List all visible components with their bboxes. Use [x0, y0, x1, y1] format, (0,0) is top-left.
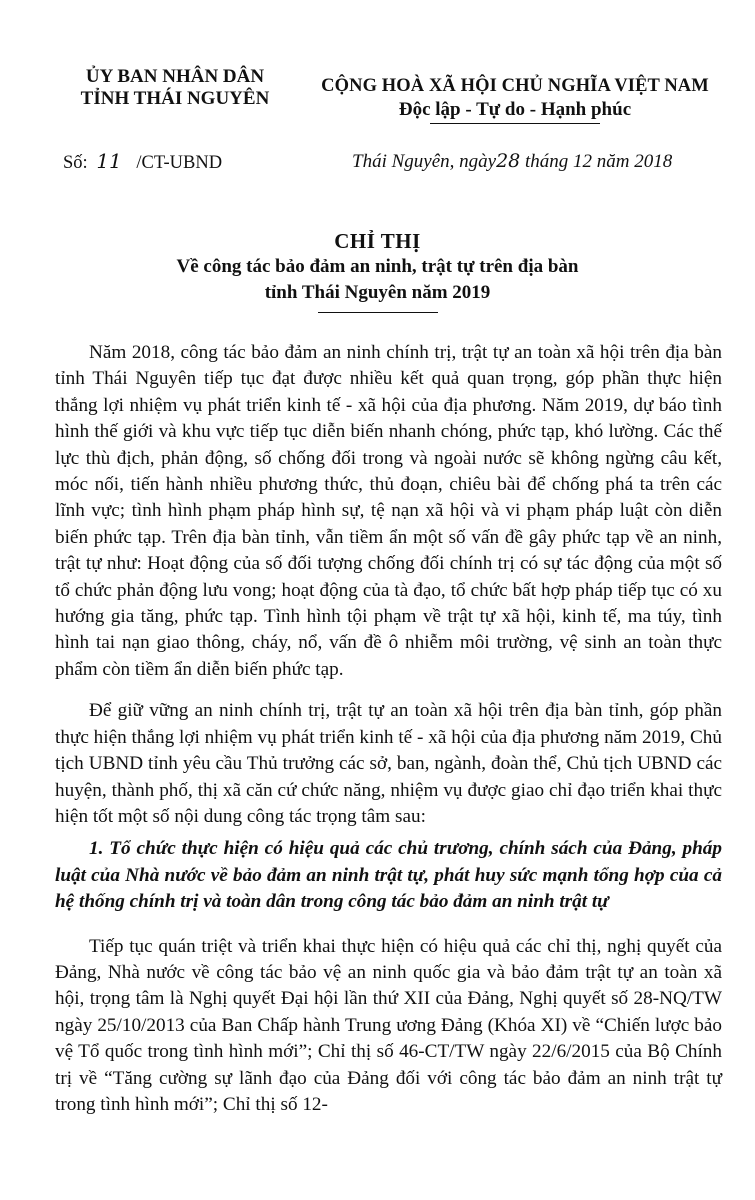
- body-paragraph-3: Tiếp tục quán triệt và triển khai thực hiện có hiệu quả các chỉ thị, nghị quyết của Đảng, Nhà nước về công tác bảo vệ an ninh quốc gia và bảo đảm trật tự an toàn xã hội, trọng tâm là Nghị quyết Đại hội lần thứ XII của Đảng, Nghị quyết số 28-NQ/TW ngày 25/10/2013 của Ban Chấp hành Trung ương Đảng (Khóa XI) về “Chiến lược bảo vệ Tổ quốc trong tình hình mới”; Chỉ thị số 46-CT/TW ngày 22/6/2015 của Bộ Chính trị về “Tăng cường sự lãnh đạo của Đảng đối với công tác bảo đảm an ninh trật tự trong tình hình mới”; Chỉ thị số 12-: [55, 935, 722, 1115]
- section-heading-1: 1. Tổ chức thực hiện có hiệu quả các chủ trương, chính sách của Đảng, pháp luật của Nhà nước về bảo đảm an ninh trật tự, phát huy sức mạnh tổng hợp của cả hệ thống chính trị và toàn dân trong công tác bảo đảm an ninh trật tự: [55, 838, 722, 913]
- document-number: [63, 149, 222, 174]
- date-prefix: Thái Nguyên, ngày: [352, 151, 497, 172]
- date-day-handwritten: 28: [496, 150, 521, 172]
- authority-line-1: ỦY BAN NHÂN DÂN: [85, 66, 265, 87]
- title-underline: [318, 312, 438, 313]
- document-title: [0, 228, 755, 313]
- national-motto: Độc lập - Tự do - Hạnh phúc: [398, 99, 632, 120]
- title-subject-line-2: tỉnh Thái Nguyên năm 2019: [264, 282, 491, 303]
- date-line: [352, 150, 672, 173]
- national-heading: [305, 74, 725, 124]
- body-paragraph-1: Năm 2018, công tác bảo đảm an ninh chính trị, trật tự an toàn xã hội trên địa bàn tỉnh Thái Nguyên tiếp tục đạt được nhiều kết quả quan trọng, góp phần thực hiện thắng lợi nhiệm vụ phát triển kinh tế - xã hội của địa phương. Năm 2019, dự báo tình hình thế giới và khu vực tiếp tục diễn biến nhanh chóng, phức tạp, khó lường. Các thế lực thù địch, phản động, số chống đối trong và ngoài nước sẽ không ngừng câu kết, móc nối, tiến hành nhiều phương thức, thủ đoạn, chiêu bài để chống phá ta trên các lĩnh vực; tình hình phạm pháp hình sự, tệ nạn xã hội và vi phạm pháp luật còn diễn biến phức tạp. Trên địa bàn tỉnh, vẫn tiềm ẩn một số vấn đề gây phức tạp về an ninh, trật tự như: Hoạt động của số đối tượng chống đối chính trị có sự tác động của một số tổ chức phản động lưu vong; hoạt động của tà đạo, tổ chức bất hợp pháp tiếp tục có xu hướng gia tăng, phức tạp. Tình hình tội phạm về trật tự xã hội, kinh tế, ma túy, tình hình tai nạn giao thông, cháy, nổ, vấn đề ô nhiễm môi trường, vệ sinh an toàn thực phẩm còn tiềm ẩn diễn biến phức tạp.: [55, 342, 722, 680]
- title-subject-line-1: Về công tác bảo đảm an ninh, trật tự trên địa bàn: [176, 256, 579, 277]
- doc-number-suffix: /CT-UBND: [136, 153, 223, 173]
- national-title: CỘNG HOÀ XÃ HỘI CHỦ NGHĨA VIỆT NAM: [321, 76, 709, 96]
- body-paragraph-2: Để giữ vững an ninh chính trị, trật tự an toàn xã hội trên địa bàn tỉnh, góp phần thực hiện thắng lợi nhiệm vụ phát triển kinh tế - xã hội của địa phương năm 2019, Chủ tịch UBND tỉnh yêu cầu Thủ trưởng các sở, ban, ngành, đoàn thể, Chủ tịch UBND các huyện, thành phố, thị xã căn cứ chức năng, nhiệm vụ được giao chỉ đạo triển khai thực hiện tốt một số nội dung công tác trọng tâm sau:: [55, 700, 722, 827]
- issuing-authority: [80, 66, 270, 110]
- motto-underline: [430, 123, 600, 124]
- title-type: CHỈ THỊ: [334, 229, 421, 253]
- date-suffix: tháng 12 năm 2018: [525, 151, 673, 172]
- doc-number-handwritten: 11: [96, 149, 122, 173]
- authority-line-2: TỈNH THÁI NGUYÊN: [80, 88, 270, 109]
- document-body: [55, 340, 722, 1118]
- doc-number-prefix: Số:: [63, 153, 88, 173]
